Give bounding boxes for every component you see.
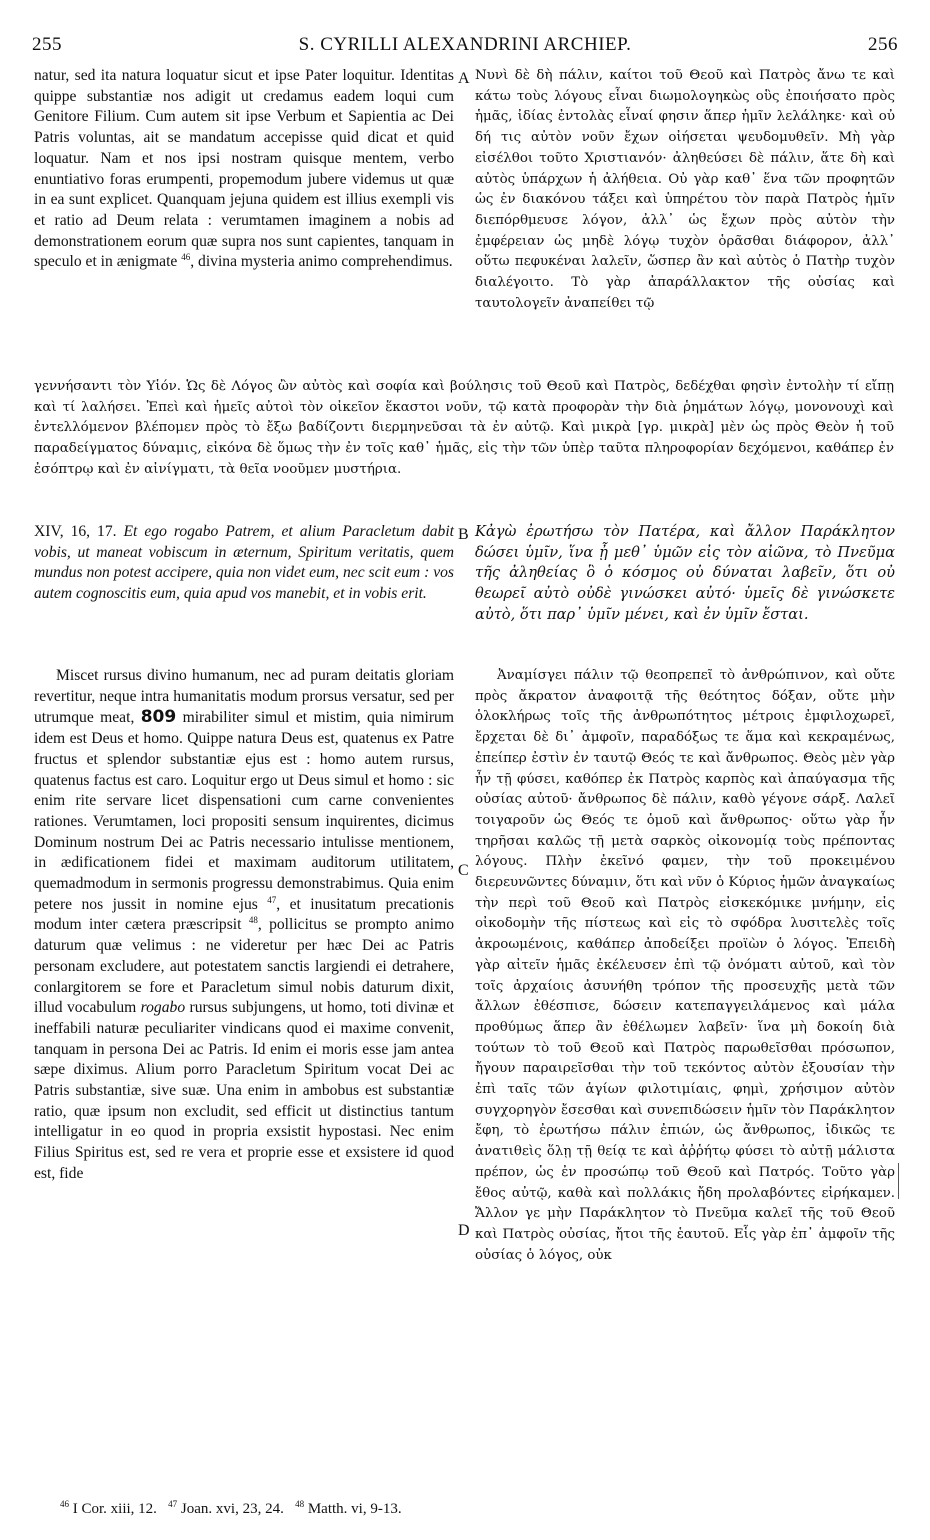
- footnotes: [60, 1501, 402, 1518]
- footnote-47: Joan. xvi, 23, 24.: [180, 1501, 284, 1517]
- footnote-48: Matth. vi, 9-13.: [307, 1501, 402, 1517]
- page-number-left: 255: [32, 34, 62, 55]
- greek-column-body: [475, 666, 895, 1266]
- latin-body-part-2: mirabiliter simul et mistim, quia nimirum idem est Deus et homo. Quippe natura Deus est, quatenus ex Patre fructus et splendor substantiæ ejus est : homo autem rursus, quatenus factus est caro. Loquitur ergo ut Deus simul et homo : sic enim rite servare licet dispensationi cum carne convenientes rationes. Verumtamen, loci propositi sensum inquirentes, dicimus Dominum nostrum Dei ac Patris necessario intulisse mentionem, in ædificationem fidei et maximam auditorum utilitatem, quemadmodum in sermonis progressu demonstrabimus. Quia enim petere nos jussit in nomine ejus: [34, 709, 454, 913]
- footnote-number-47: 47: [168, 1499, 178, 1509]
- verse-reference: XIV, 16, 17.: [34, 523, 117, 540]
- latin-body-part-4: , pollicitus se prompto animo daturum quæ velimus : ne videretur per hæc Dei ac Patris personam excludere, aut potestatem sanctis largiendi ei detrahere, conlargitorem se fore et Paracletum simul nobis daturum dixit, illud vocabulum: [34, 916, 455, 1017]
- latin-paragraph-top: natur, sed ita natura loquatur sicut et ipse Pater loquitur. Identitas quippe substantiæ nos adigit ut credamus eadem loqui cum Genitore Filium. Cum autem sit ipse Verbum et Sapientia ac Dei Patris voluntas, ait se mandatum accepisse quid dicat et quid loquatur. Nam et nos ipsi nostram quisque mentem, verbo enuntiativo foras erumpenti, propemodum jubere videmus ut quæ in ea sunt explicet. Quanquam jejuna quidem est illius exempli vis et ratio ad Deum relata : verumtamen imaginem a nobis ad demonstrationem eorum quæ supra nos sunt capientes, tanquam in speculo et in ænigmate: [34, 67, 454, 271]
- margin-rule: [898, 1163, 899, 1199]
- footnote-ref-46: 46: [181, 252, 191, 263]
- margin-marker-a: A: [458, 70, 470, 87]
- latin-verse: Et ego rogabo Patrem, et alium Paracletum dabit vobis, ut maneat vobiscum in æternum, Spiritum veritatis, quem mundus non potest accipere, quia non videt eum, nec scit eum : vos autem cognoscitis eum, quia apud vos manebit, et in vobis erit.: [34, 523, 454, 603]
- greek-body: Ἀναμίσγει πάλιν τῷ θεοπρεπεῖ τὸ ἀνθρώπινον, καὶ οὔτε πρὸς ἄκρατον ἀναφοιτᾷ τῆς θεότητος δόξαν, οὔτε μὴν ὁλοκλήρως τοῖς τῆς ἀνθρωπότητος μέτροις ἐμφιλοχωρεῖ, ἔρχεται δὲ δι᾽ ἀμφοῖν, παραδόξως τε ἅμα καὶ κεκραμένως, ἐπείπερ ἐστὶν ἐν ταυτῷ Θεός τε καὶ ἄνθρωπος. Θεὸς μὲν γὰρ ἦν τῇ φύσει, καθόπερ ἐκ Πατρὸς καρπὸς καὶ ἀπαύγασμα τῆς οὐσίας αὐτοῦ· ἄνθρωπος δὲ πάλιν, καθὸ γέγονε σάρξ. Λαλεῖ τοιγαροῦν ὡς Θεός τε ὁμοῦ καὶ ἄνθρωπος· οὕτω γὰρ ἦν τηρῆσαι καλῶς τῇ μετὰ σαρκὸς οἰκονομίᾳ τοὺς πρέποντας λόγους. Πλὴν ἐκεῖνό φαμεν, τὴν τοῦ προκειμένου διερευνῶντες δύναμιν, ὅτι καὶ νῦν ὁ Κύριος ἡμῶν ἀναγκαίως τὴν περὶ τοῦ Θεοῦ καὶ Πατρὸς εἰσκεκόμικε μνήμην, εἰς οἰκοδομὴν τῆς πίστεως καὶ εἰς τὸ σφόδρα λυσιτελὲς τοῖς ἀκροωμένοις, καθάπερ ἀποδείξει προϊὼν ὁ λόγος. Ἐπειδὴ γὰρ αἰτεῖν ἡμᾶς ἐκέλευσεν ἐπὶ τῷ ὀνόματι αὐτοῦ, καὶ τὸν τοῖς ἀρχαίοις ἀσυνήθη τρόπον τῆς προσευχῆς μετὰ τῶν ἄλλων ἐθέσπισε, δώσειν κατεπαγγειλάμενος καὶ μάλα προθύμως ἅπερ ἂν ἐθέλωμεν λαβεῖν· ἵνα μὴ δοκοίη διὰ τούτων τὸ τοῦ Θεοῦ καὶ Πατρὸς παρωθεῖσθαι πρόσωπον, ἤγουν παραιρεῖσθαι τὴν τοῦ τεκόντος αὐτὸν ἐξουσίαν τὴν ἐπὶ ταῖς τῶν ἁγίων φιλοτιμίαις, φημὶ, χρήσιμον αὐτὸν συγχορηγὸν ἔσεσθαι καὶ συνεπιδώσειν ἡμῖν τὸν Παράκλητον ἔφη, τὸ ἐρωτήσω πάλιν ἐπιών, ὡς ἄνθρωπος, ἰδικῶς τε ἀνατιθεὶς ὅλῃ τῇ θείᾳ τε καὶ ἀῤῥήτῳ φύσει τὸ αὐτῇ μάλιστα πρέπον, ὡς ἐν προσώπῳ τοῦ Θεοῦ καὶ Πατρός. Τοῦτο γὰρ ἔθος αὐτῷ, καθὰ καὶ πολλάκις ἤδη προλαβόντες εἰρήκαμεν. Ἄλλον γε μὴν Παράκλητον τὸ Πνεῦμα καλεῖ τῆς τοῦ Θεοῦ καὶ Πατρὸς οὐσίας, ἤτοι τῆς ἑαυτοῦ. Εἷς γὰρ ἐπ᾽ ἀμφοῖν τῆς οὐσίας ὁ λόγος, οὐκ: [475, 668, 895, 1263]
- latin-paragraph-top-end: , divina mysteria animo comprehendimus.: [190, 253, 453, 271]
- margin-marker-c: C: [458, 862, 469, 879]
- latin-verse-block: [34, 522, 454, 605]
- footnote-number-48: 48: [295, 1499, 305, 1509]
- latin-body-part-5: rursus subjungens, ut homo, toti divinæ et ineffabili naturæ peculiariter vindicans quod ei maxime convenit, tanquam in persona Dei ac Patris. Id enim ei moris esse jam antea sæpe diximus. Alium porro Paracletum Spiritum vocat Dei ac Patris substantiæ, sive suæ. Una enim in ambobus est substantiæ ratio, quæ ipsum non excludit, sed efficit ut distinctius tantum intelligatur in eo quod in propria exsistit hypostasi. Nec enim Filius Spiritus est, sed re vera et proprie esse et exsistere id quod est, fide: [34, 999, 454, 1182]
- page-number-right: 256: [868, 34, 898, 55]
- latin-body-part-3: , et inusitatum precationis modum inter cætera præscripsit: [34, 895, 454, 934]
- latin-body-part-1: Miscet rursus divino humanum, nec ad puram deitatis gloriam revertitur, neque intra humanitatis modum prorsus versatur, sed per utrumque meat,: [34, 667, 454, 727]
- greek-verse-block: [475, 522, 895, 626]
- footnote-ref-48: 48: [248, 915, 258, 926]
- running-title: S. CYRILLI ALEXANDRINI ARCHIEP.: [298, 34, 632, 55]
- column-number-809: 809: [140, 707, 177, 728]
- footnote-number-46: 46: [60, 1499, 69, 1509]
- footnote-ref-47: 47: [267, 894, 277, 905]
- greek-full-width: [34, 377, 894, 481]
- greek-verse: Κἀγὼ ἐρωτήσω τὸν Πατέρα, καὶ ἄλλον Παράκλητον δώσει ὑμῖν, ἵνα ᾖ μεθ᾽ ὑμῶν εἰς τὸν αἰῶνα, τὸ Πνεῦμα τῆς ἀληθείας ὃ ὁ κόσμος οὐ δύναται λαβεῖν, ὅτι οὐ θεωρεῖ αὐτὸ οὐδὲ γινώσκει αὐτό· ὑμεῖς δὲ γινώσκετε αὐτὸ, ὅτι παρ᾽ ὑμῖν μένει, καὶ ἐν ὑμῖν ἔσται.: [475, 523, 895, 623]
- page-header: [32, 34, 898, 62]
- footnote-46: I Cor. xiii, 12.: [72, 1501, 157, 1517]
- greek-paragraph-full: γεννήσαντι τὸν Υἱόν. Ὡς δὲ Λόγος ὢν αὐτὸς καὶ σοφία καὶ βούλησις τοῦ Θεοῦ καὶ Πατρὸς, δεδέχθαι φησὶν ἐντολὴν τί εἴπῃ καὶ τί λαλήσει. Ἐπεὶ καὶ ἡμεῖς αὐτοὶ τὸν οἰκεῖον ἕκαστοι νοῦν, τῷ κατὰ προφορὰν τὴν διὰ ῥημάτων λόγῳ, μονονουχὶ καὶ ἐντελλόμενον βλέπομεν πρὸς τὸ ἔξω βαδίζοντι διερμηνεῦσαι τὰ ἐν αὐτῷ. Καὶ μικρὰ [γρ. μικρὰ] μὲν ὡς πρὸς Θεὸν ἡ τοῦ παραδείγματος δύναμις, εἰκόνα δὲ ὅμως τὴν ἐν τοῖς καθ᾽ ἡμᾶς, εἰς τὴν τῶν ὑπὲρ ταῦτα πληροφορίαν δεχόμενοι, καθάπερ ἐν ἐσόπτρῳ καὶ ἐν αἰνίγματι, τὰ θεῖα νοοῦμεν μυστήρια.: [34, 379, 894, 477]
- margin-marker-d: D: [458, 1222, 470, 1239]
- latin-rogabo: rogabo: [140, 999, 186, 1017]
- greek-column-top: [475, 66, 895, 314]
- margin-marker-b: B: [458, 526, 469, 543]
- latin-column-top: [34, 66, 454, 273]
- latin-column-body: [34, 666, 454, 1185]
- greek-paragraph-top: Νυνὶ δὲ δὴ πάλιν, καίτοι τοῦ Θεοῦ καὶ Πατρὸς ἄνω τε καὶ κάτω τοὺς λόγους εἶναι διωμολογηκὼς οὓς ἐποιήσατο πρὸς ἡμᾶς, ἰδίας ἐντολὰς εἶναί φησιν ἅπερ ἡμῖν λελάληκε· καὶ οὐ δή τις αὐτὸν νοῦν ἔχων οἰήσεται ψευδομυθεῖν. Μὴ γὰρ εἰσέλθοι τοῦτο Χριστιανόν· ἀληθεύσει δὲ πάλιν, ἅτε δὴ καὶ αὐτὸς ὑπάρχων ἡ ἀλήθεια. Οὐ γὰρ καθ᾽ ἕνα τῶν προφητῶν ὡς ἐν διακόνου τάξει καὶ ὑπηρέτου τὸν παρὰ Πατρὸς ἡμῖν διεπόρθμευσε λόγον, ἀλλ᾽ ὡς ἔχων πρὸς αὐτὸν τὴν ἐμφέρειαν ὡς μηδὲ λόγῳ τυχὸν ὁρᾶσθαι διάφορον, ἀλλ᾽ οὕτω πεφυκέναι λαλεῖν, ὥσπερ ἂν καὶ αὐτὸς ὁ Πατὴρ τυχὸν διαλέγοιτο. Τὸ γὰρ ἀπαράλλακτον τῆς οὐσίας καὶ ταυτολογεῖν ἀναπείθει τῷ: [475, 68, 895, 311]
